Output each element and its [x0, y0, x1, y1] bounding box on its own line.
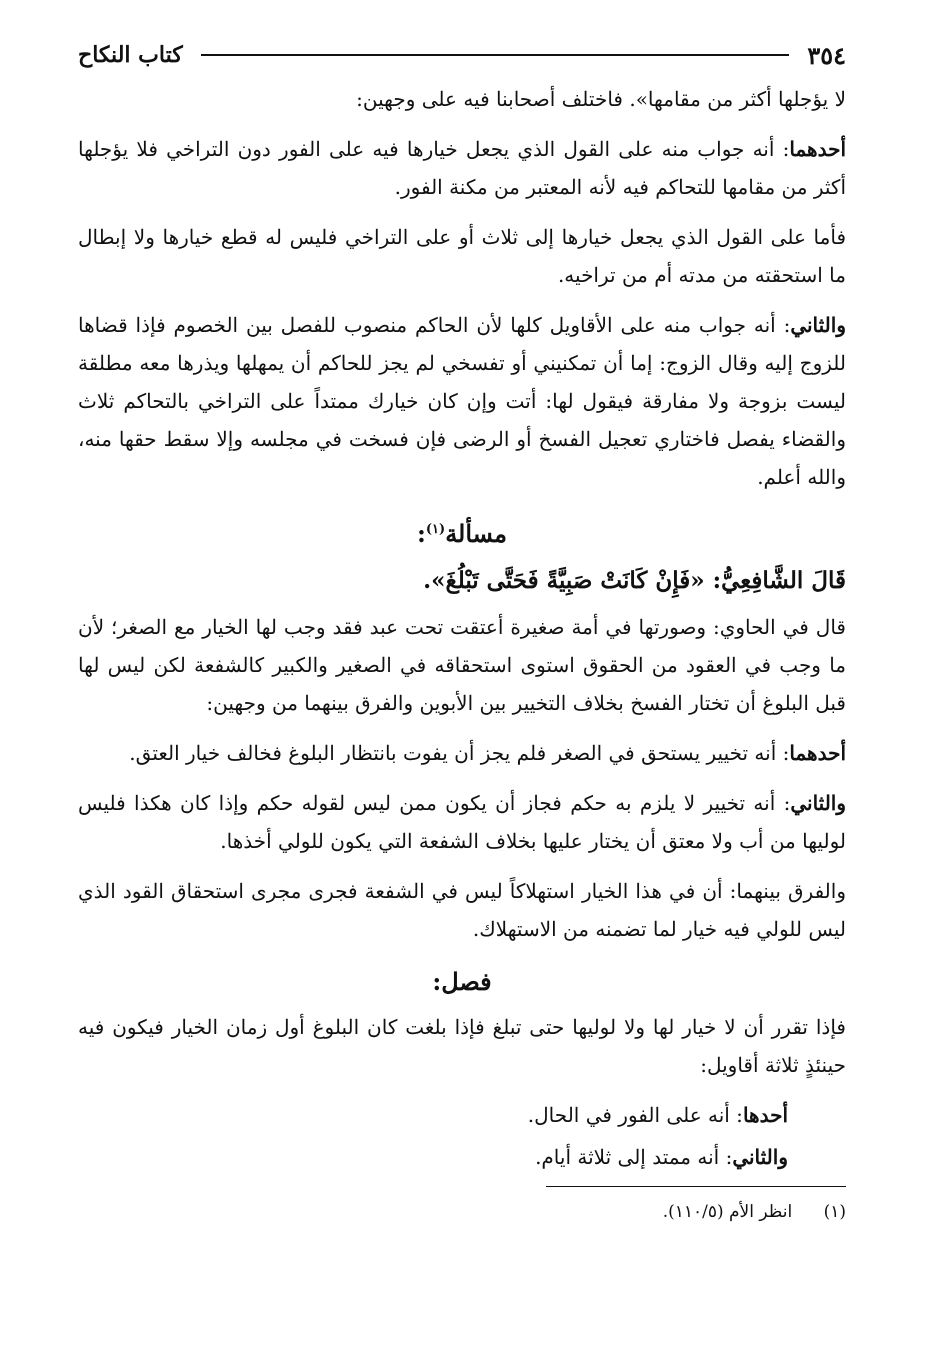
paragraph-5: قال في الحاوي: وصورتها في أمة صغيرة أعتقت تحت عبد فقد وجب لها الخيار مع الصغر؛ لأن ما وجب في العقود من الحقوق استوى استحقاقه في الصغير والكبير كالشفعة لكن ليس لها قبل البلوغ أن تختار الفسخ بخلاف التخيير بين الأبوين والفرق بينهما من وجهين: [78, 615, 846, 715]
page-number: ٣٥٤ [807, 40, 846, 70]
paragraph-7-text: : أنه تخيير لا يلزم به حكم فجاز أن يكون ممن ليس لقوله حكم وإذا كان هكذا فليس لوليها من أب ولا معتق أن يختار عليها بخلاف الشفعة التي يكون للولي أخذها. [78, 791, 846, 853]
section-heading-fasl: فصل: [432, 967, 492, 996]
paragraph-2-lead: أحدهما [789, 137, 846, 161]
book-title: كتاب النكاح [78, 42, 183, 68]
footnote-rule [546, 1186, 846, 1187]
list-item-1-text: : أنه على الفور في الحال. [527, 1103, 743, 1127]
paragraph-7-lead: والثاني [790, 791, 847, 815]
list-item-2-lead: والثاني [732, 1145, 788, 1169]
opinions-list [78, 1096, 788, 1176]
heading-masala-text: مسألة [445, 519, 507, 548]
paragraph-6 [78, 734, 846, 772]
paragraph-6-text: : أنه تخيير يستحق في الصغر فلم يجز أن يفوت بانتظار البلوغ فخالف خيار العتق. [129, 741, 790, 765]
running-header [78, 38, 846, 72]
paragraph-6-lead: أحدهما [789, 741, 846, 765]
paragraph-4-lead: والثاني [790, 313, 846, 337]
paragraph-3: فأما على القول الذي يجعل خيارها إلى ثلاث أو على التراخي فليس له قطع خيارها ولا إبطال ما استحقته من مدته أم من تراخيه. [78, 225, 846, 287]
list-item [78, 1096, 788, 1134]
list-item-1-lead: أحدها [742, 1103, 788, 1127]
paragraph-4-text: : أنه جواب منه على الأقاويل كلها لأن الحاكم منصوب للفصل بين الخصوم فإذا قضاها للزوج إليه وقال الزوج: إما أن تمكنيني أو تفسخي لم يجز للحاكم أن يمهلها ويذرها معه مطلقة ليست بزوجة ولا مفارقة فيقول لها: أتت وإن كان خيارك ممتداً على التراخي بالتحاكم ثلاث والقضاء يفصل فاختاري تعجيل الفسخ أو الرضى فإن فسخت في مجلسه وإلا سقط حقها منه، والله أعلم. [78, 313, 846, 489]
paragraph-9: فإذا تقرر أن لا خيار لها ولا لوليها حتى تبلغ فإذا بلغت كان البلوغ أول زمان الخيار فيكون فيه حينئذٍ ثلاثة أقاويل: [78, 1015, 846, 1077]
paragraph-2 [78, 130, 846, 206]
heading-masala-colon: : [417, 519, 426, 548]
footnote-text: انظر الأم (١١٠/٥). [662, 1202, 793, 1222]
footnote-mark: (١) [823, 1202, 846, 1222]
paragraph-4 [78, 306, 846, 496]
footnote-ref: (١) [425, 522, 446, 537]
list-item [78, 1138, 788, 1176]
header-rule [201, 54, 790, 56]
footnote [78, 1197, 846, 1227]
paragraph-1: لا يؤجلها أكثر من مقامها». فاختلف أصحابنا فيه على وجهين: [356, 87, 846, 111]
paragraph-8: والفرق بينهما: أن في هذا الخيار استهلاكاً ليس في الشفعة فجرى مجرى استحقاق القود الذي ليس للولي فيه خيار لما تضمنه من الاستهلاك. [78, 879, 846, 941]
section-heading-masala [78, 510, 846, 554]
paragraph-2-text: : أنه جواب منه على القول الذي يجعل خيارها فيه على الفور دون التراخي فلا يؤجلها أكثر من مقامها للتحاكم فيه لأنه المعتبر من مكنة الفور. [78, 137, 846, 199]
shafii-quote: قَالَ الشَّافِعِيُّ: «فَإِنْ كَانَتْ صَبِيَّةً فَحَتَّى تَبْلُغَ». [423, 567, 846, 594]
list-item-2-text: : أنه ممتد إلى ثلاثة أيام. [535, 1145, 733, 1169]
paragraph-7 [78, 784, 846, 860]
